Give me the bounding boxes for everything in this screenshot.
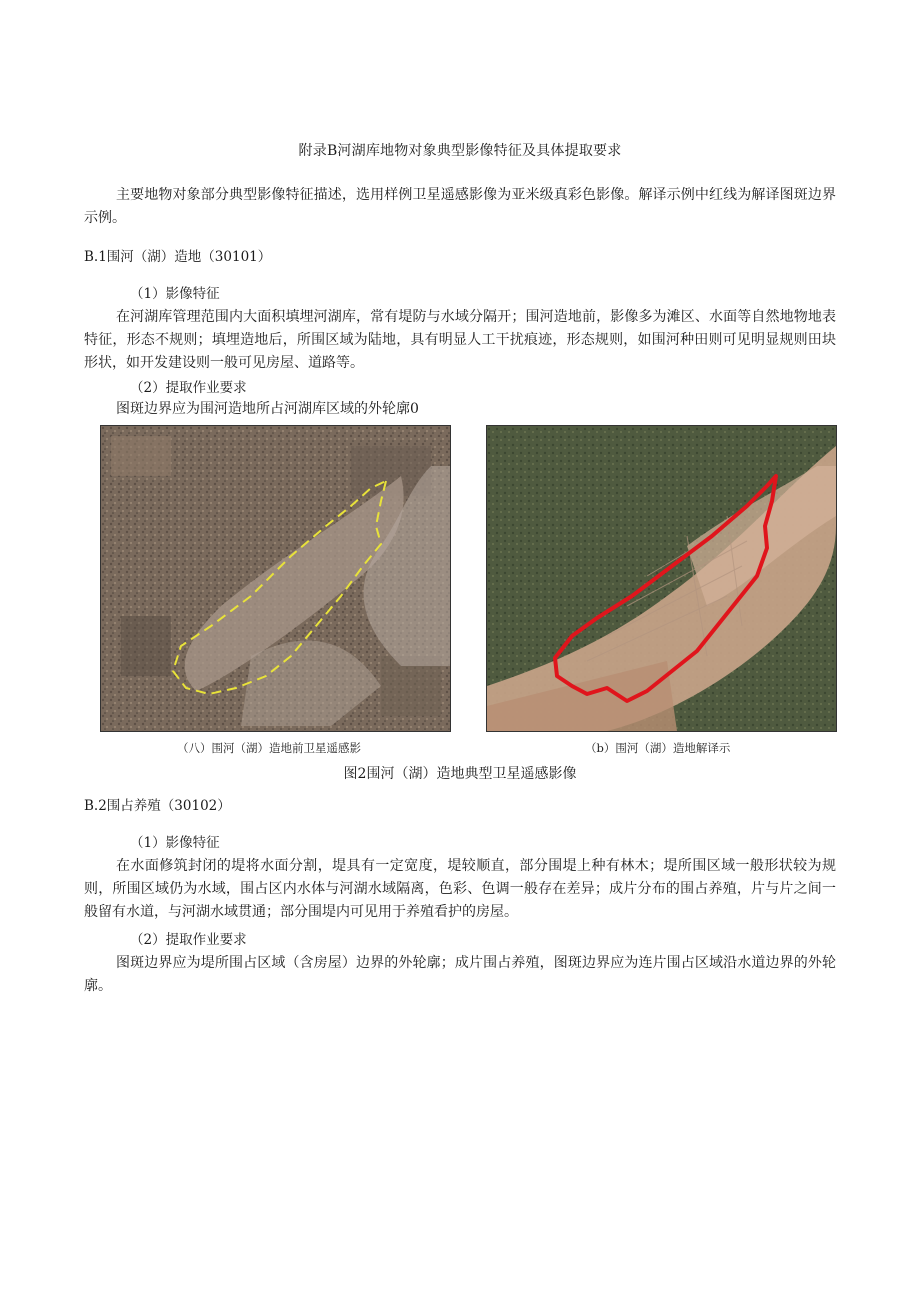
feature-text-b2: 在水面修筑封闭的堤将水面分割，堤具有一定宽度，堤较顺直，部分围堤上种有林木；堤所围区域一般形状较为规则，所围区域仍为水域，围占区内水体与河湖水域隔离，色彩、色调一般存在差异；成片分布的围占养殖，片与片之间一般留有水道，与河湖水域贯通；部分围堤内可见用于养殖看护的房屋。 xyxy=(84,858,836,920)
figure-caption-right: （b）围河（湖）造地解译示 xyxy=(585,741,731,755)
section-heading-b1: B.1围河（湖）造地（30101） xyxy=(84,249,272,265)
page-title: 附录B河湖库地物对象典型影像特征及具体提取要求 xyxy=(298,143,622,159)
feature-label-b1: （1）影像特征 xyxy=(130,286,220,302)
satellite-image-after xyxy=(486,425,837,732)
satellite-image-before xyxy=(100,425,451,732)
requirement-label-b1: （2）提取作业要求 xyxy=(130,380,247,396)
feature-label-b2: （1）影像特征 xyxy=(130,835,220,851)
figure-title: 图2围河（湖）造地典型卫星遥感影像 xyxy=(343,766,577,782)
satellite-image-before-graphic xyxy=(101,426,450,731)
satellite-image-after-graphic xyxy=(487,426,836,731)
requirement-text-b2: 图斑边界应为堤所围占区域（含房屋）边界的外轮廓；成片围占养殖，图斑边界应为连片围占区域沿水道边界的外轮廓。 xyxy=(84,955,836,994)
feature-text-b1: 在河湖库管理范围内大面积填埋河湖库，常有堤防与水域分隔开；围河造地前，影像多为滩区、水面等自然地物地表特征，形态不规则；填埋造地后，所围区域为陆地，具有明显人工干扰痕迹，形态规则，如围河种田则可见明显规则田块形状，如开发建设则一般可见房屋、道路等。 xyxy=(84,309,836,371)
figure-caption-left: （八）围河（湖）造地前卫星遥感影 xyxy=(177,741,361,755)
section-heading-b2: B.2围占养殖（30102） xyxy=(84,798,231,814)
intro-paragraph: 主要地物对象部分典型影像特征描述，选用样例卫星遥感影像为亚米级真彩色影像。解译示例中红线为解译图斑边界示例。 xyxy=(84,187,836,226)
requirement-text-b1: 图斑边界应为围河造地所占河湖库区域的外轮廓0 xyxy=(116,401,419,417)
requirement-label-b2: （2）提取作业要求 xyxy=(130,932,247,948)
